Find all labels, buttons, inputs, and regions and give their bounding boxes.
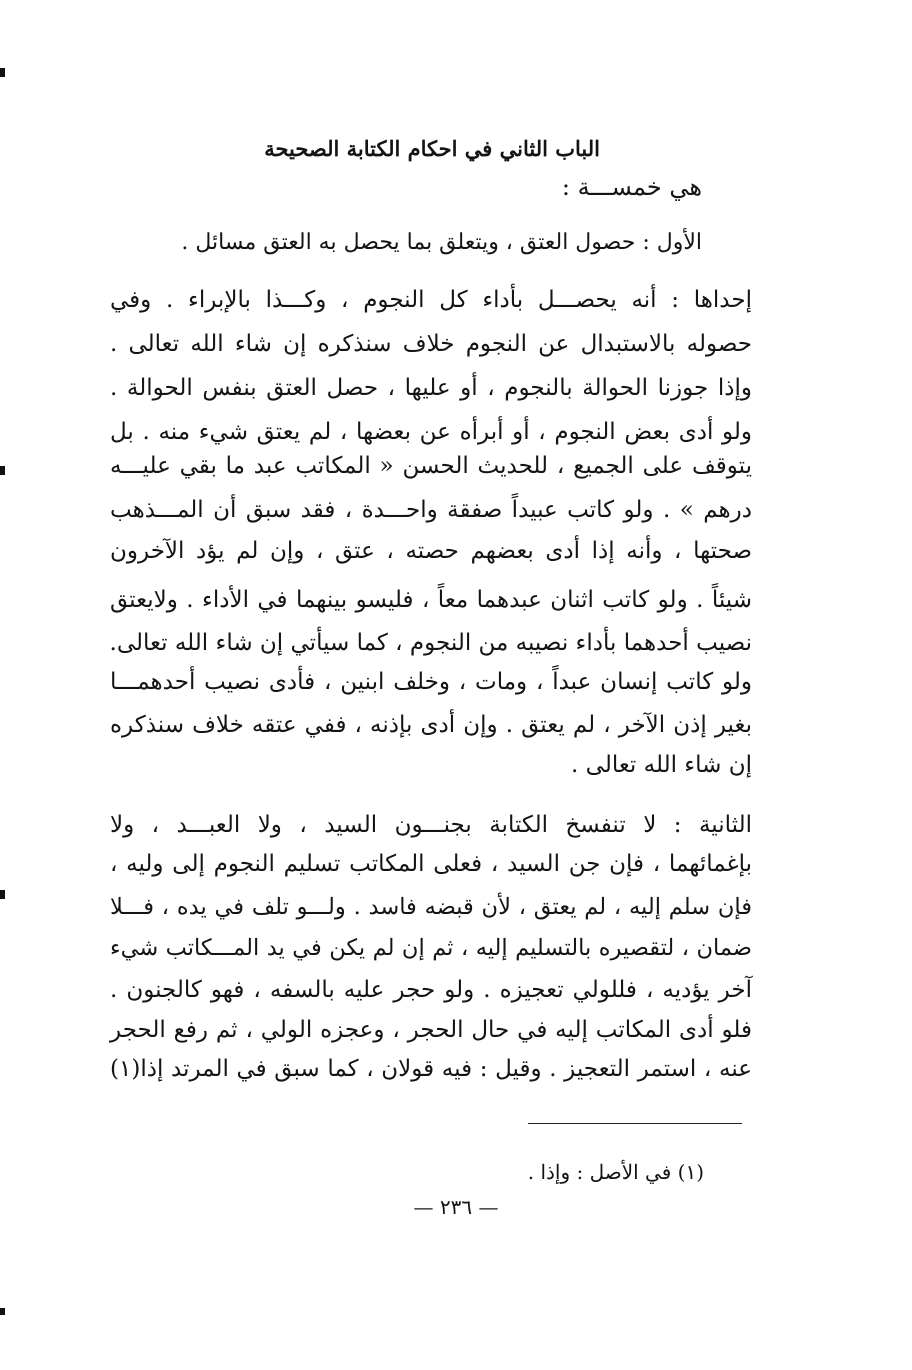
scan-mark xyxy=(0,466,5,475)
scan-mark xyxy=(0,890,5,899)
intro-line: هي خمســـة : xyxy=(561,173,702,201)
footnote-separator xyxy=(528,1123,742,1124)
text-line: حصوله بالاستبدال عن النجوم خلاف سنذكره إن شاء الله تعالى . xyxy=(110,331,752,357)
text-line: درهم » . ولو كاتب عبيداً صفقة واحـــدة ، فقد سبق أن المـــذهب xyxy=(110,497,752,523)
text-line: صحتها ، وأنه إذا أدى بعضهم حصته ، عتق ، وإن لم يؤد الآخرون xyxy=(110,538,752,564)
text-line: ولو كاتب إنسان عبداً ، ومات ، وخلف ابنين ، فأدى نصيب أحدهمـــا xyxy=(110,669,752,695)
chapter-title: الباب الثاني في احكام الكتابة الصحيحة xyxy=(264,136,600,161)
section-heading: الأول : حصول العتق ، ويتعلق بما يحصل به العتق مسائل . xyxy=(181,230,702,255)
text-line: بإغمائهما ، فإن جن السيد ، فعلى المكاتب تسليم النجوم إلى وليه ، xyxy=(110,851,752,877)
text-line: ولو أدى بعض النجوم ، أو أبرأه عن بعضها ، لم يعتق شيء منه . بل xyxy=(110,419,752,445)
text-line: الثانية : لا تنفسخ الكتابة بجنـــون السيد ، ولا العبـــد ، ولا xyxy=(110,812,752,838)
scan-mark xyxy=(0,68,5,77)
text-line: يتوقف على الجميع ، للحديث الحسن « المكاتب عبد ما بقي عليـــه xyxy=(110,453,752,479)
text-line: وإذا جوزنا الحوالة بالنجوم ، أو عليها ، حصل العتق بنفس الحوالة . xyxy=(110,375,752,401)
text-line: آخر يؤديه ، فللولي تعجيزه . ولو حجر عليه بالسفه ، فهو كالجنون . xyxy=(110,977,752,1003)
page-number: — ٢٣٦ — xyxy=(413,1195,499,1219)
text-line: نصيب أحدهما بأداء نصيبه من النجوم ، كما سيأتي إن شاء الله تعالى. xyxy=(109,630,752,656)
text-line: ضمان ، لتقصيره بالتسليم إليه ، ثم إن لم يكن في يد المـــكاتب شيء xyxy=(110,935,752,961)
text-line: بغير إذن الآخر ، لم يعتق . وإن أدى بإذنه ، ففي عتقه خلاف سنذكره xyxy=(110,712,752,738)
text-line: فلو أدى المكاتب إليه في حال الحجر ، وعجزه الولي ، ثم رفع الحجر xyxy=(110,1017,752,1043)
text-line: شيئاً . ولو كاتب اثنان عبدهما معاً ، فليسو بينهما في الأداء . ولايعتق xyxy=(110,587,752,613)
text-line: إن شاء الله تعالى . xyxy=(571,752,752,778)
text-line: عنه ، استمر التعجيز . وقيل : فيه قولان ، كما سبق في المرتد إذا(١) xyxy=(110,1056,752,1082)
text-line: إحداها : أنه يحصـــل بأداء كل النجوم ، وكـــذا بالإبراء . وفي xyxy=(110,287,752,313)
footnote: (١) في الأصل : وإذا . xyxy=(527,1160,704,1184)
scan-mark xyxy=(0,1308,5,1315)
text-line: فإن سلم إليه ، لم يعتق ، لأن قبضه فاسد . ولـــو تلف في يده ، فـــلا xyxy=(110,894,752,920)
